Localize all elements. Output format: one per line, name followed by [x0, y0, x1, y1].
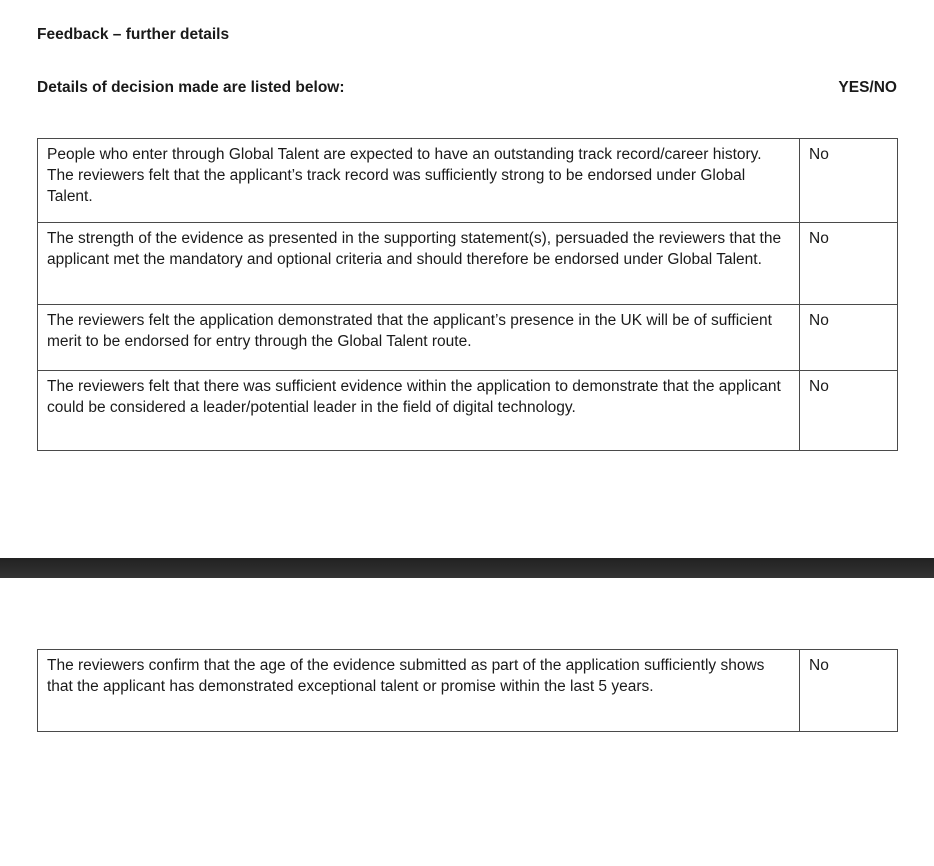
statement-cell: The reviewers felt the application demonstrated that the applicant’s presence in the UK will be of sufficient merit to be endorsed for entry through the Global Talent route.: [38, 305, 800, 371]
decision-subtitle: Details of decision made are listed below:: [37, 79, 345, 96]
table-row: [38, 371, 898, 451]
answer-cell: No: [800, 139, 898, 223]
decision-subtitle-row: [37, 78, 897, 97]
evidence-age-table: [37, 649, 898, 732]
page-separator-bar: [0, 558, 934, 578]
answer-cell: No: [800, 371, 898, 451]
page-title: Feedback – further details: [37, 26, 230, 43]
decision-table: [37, 138, 898, 451]
table-row: [38, 305, 898, 371]
bottom-whitespace: [37, 732, 897, 837]
answer-cell: No: [800, 305, 898, 371]
answer-cell: No: [800, 650, 898, 732]
table-row: [38, 223, 898, 305]
statement-cell: The strength of the evidence as presented in the supporting statement(s), persuaded the reviewers that the applicant met the mandatory and optional criteria and should therefore be endorsed under Global Talent.: [38, 223, 800, 305]
statement-cell: The reviewers confirm that the age of the evidence submitted as part of the application sufficiently shows that the applicant has demonstrated exceptional talent or promise within the last 5 years.: [38, 650, 800, 732]
page-two-content: [0, 649, 934, 837]
table-row: [38, 139, 898, 223]
answer-cell: No: [800, 223, 898, 305]
statement-cell: The reviewers felt that there was sufficient evidence within the application to demonstrate that the applicant could be considered a leader/potential leader in the field of digital technology.: [38, 371, 800, 451]
page-one-content: [0, 25, 934, 451]
table-row: [38, 650, 898, 732]
statement-cell: People who enter through Global Talent are expected to have an outstanding track record/career history. The reviewers felt that the applicant’s track record was sufficiently strong to be endorsed under Global Talent.: [38, 139, 800, 223]
yes-no-column-header: YES/NO: [838, 79, 897, 96]
